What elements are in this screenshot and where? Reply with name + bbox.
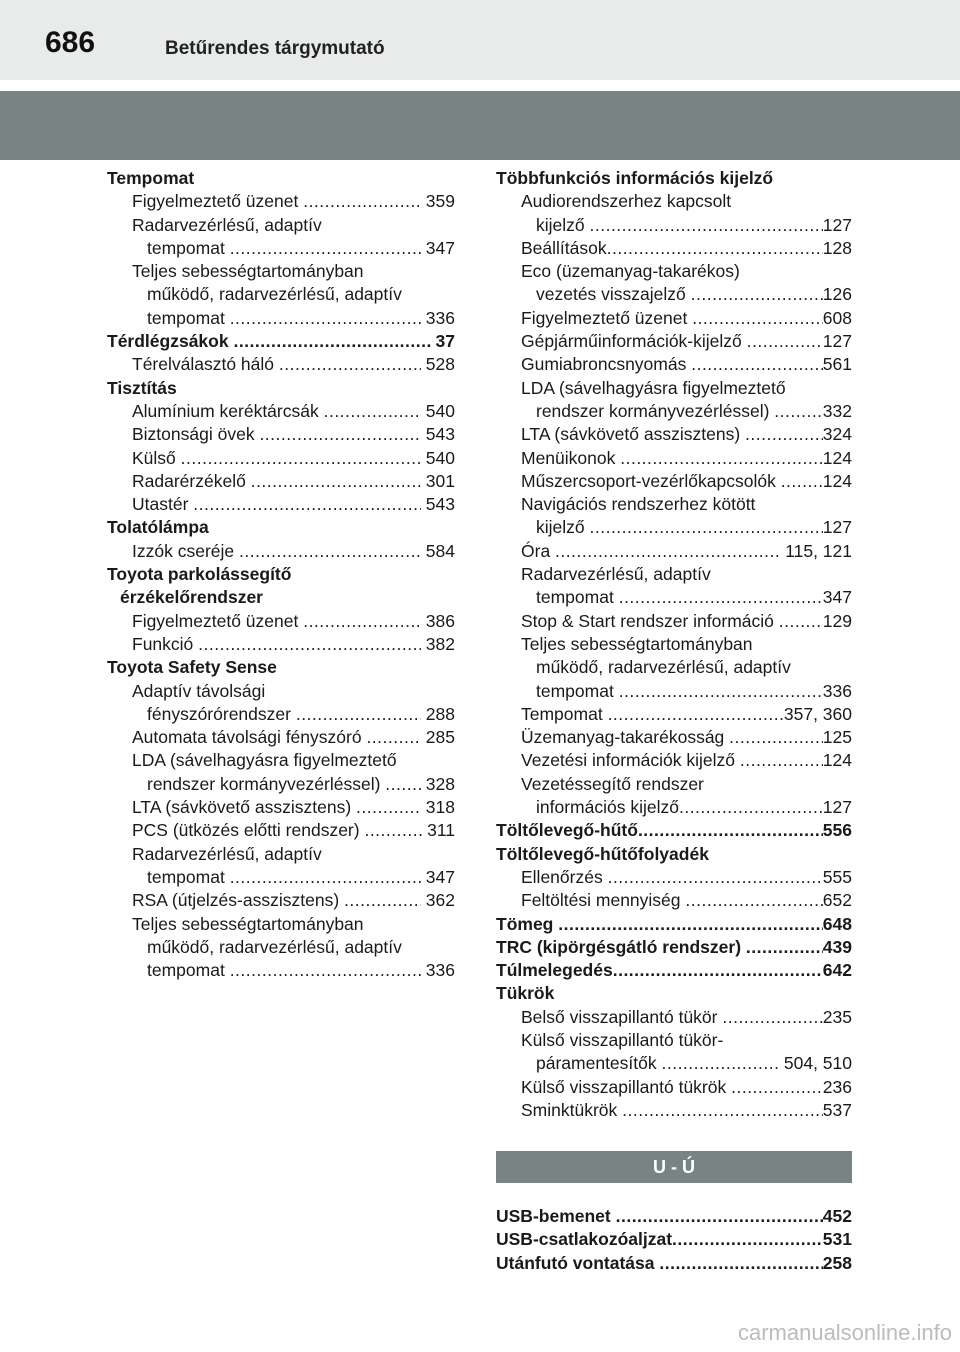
dot-leader (622, 1099, 823, 1122)
index-subentry (496, 1052, 852, 1075)
entry-label: kijelző (536, 214, 590, 235)
entry-label: Térdlégzsákok (107, 331, 234, 352)
entry-label: Ellenőrzés (521, 866, 608, 887)
index-subentry (107, 889, 455, 912)
page-reference: 382 (420, 633, 455, 654)
page-reference: 129 (822, 610, 852, 631)
index-subentry (496, 237, 852, 260)
dot-leader (692, 307, 823, 330)
dot-leader (555, 540, 780, 563)
index-subentry (107, 237, 455, 260)
dot-leader (239, 540, 421, 563)
page-reference: 336 (822, 680, 852, 701)
entry-label: Utastér (132, 494, 194, 515)
entry-label: Beállítások (521, 237, 607, 258)
index-heading: Toyota parkolássegítő (107, 564, 292, 585)
dot-leader (608, 866, 823, 889)
dot-leader (672, 1228, 823, 1251)
index-column-left (107, 167, 455, 982)
index-subentry (107, 819, 455, 842)
index-heading: Tisztítás (107, 377, 177, 398)
entry-label: tempomat (147, 960, 230, 981)
entry-label: Gumiabroncsnyomás (521, 354, 692, 375)
entry-label: tempomat (147, 866, 230, 887)
dot-leader (303, 610, 421, 633)
page-reference: 555 (822, 866, 852, 887)
index-subentry-text: Radarvezérlésű, adaptív (132, 843, 322, 864)
index-subentry-text: Adaptív távolsági (132, 680, 266, 701)
entry-label: PCS (ütközés előtti rendszer) (132, 820, 365, 841)
entry-label: Feltöltési mennyiség (521, 890, 686, 911)
page-reference: 652 (822, 890, 852, 911)
index-heading: Többfunkciós információs kijelző (496, 168, 774, 188)
index-subentry (496, 214, 852, 237)
page-reference: 125 (822, 727, 852, 748)
dot-leader (691, 353, 823, 376)
page-reference: 540 (420, 447, 455, 468)
dot-leader (558, 913, 823, 936)
index-subentry (496, 1099, 852, 1122)
page-reference: 642 (822, 960, 852, 981)
index-subentry (496, 1076, 852, 1099)
entry-label: tempomat (536, 587, 619, 608)
index-subentry (496, 866, 852, 889)
dot-leader (344, 889, 421, 912)
page-reference: 504, 510 (779, 1053, 852, 1074)
page-reference: 127 (822, 214, 852, 235)
index-subentry (496, 610, 852, 633)
page-reference: 37 (430, 331, 455, 352)
index-heading: Tempomat (107, 168, 195, 188)
entry-label: Figyelmeztető üzenet (132, 610, 304, 631)
watermark: carmanualsonline.info (737, 1320, 952, 1345)
entry-label: Figyelmeztető üzenet (521, 307, 693, 328)
entry-label: Radarérzékelő (132, 470, 251, 491)
page-reference: 318 (420, 797, 455, 818)
dot-leader (745, 423, 823, 446)
entry-label: Tömeg (496, 913, 559, 934)
page-reference: 285 (420, 727, 455, 748)
entry-label: Óra (521, 540, 556, 561)
entry-label: LTA (sávkövető asszisztens) (132, 797, 357, 818)
running-title: Betűrendes tárgymutató (165, 38, 385, 59)
page-reference: 347 (420, 866, 455, 887)
index-subentry (107, 353, 455, 376)
index-subentry (107, 773, 455, 796)
page-reference: 357, 360 (783, 703, 852, 724)
index-subentry-text: Teljes sebességtartományban (132, 261, 364, 282)
index-subentry-text: Eco (üzemanyag-takarékos) (521, 261, 740, 282)
entry-label: Menüikonok (521, 447, 621, 468)
page-number: 686 (45, 26, 96, 59)
dot-leader (230, 237, 421, 260)
page-reference: 311 (422, 820, 455, 841)
entry-label: tempomat (147, 237, 230, 258)
entry-label: USB-bemenet (496, 1206, 616, 1227)
entry-label: Tempomat (521, 703, 608, 724)
index-entry (496, 1228, 852, 1251)
dot-leader (619, 586, 823, 609)
dot-leader (638, 819, 823, 842)
page-reference: 127 (822, 797, 852, 818)
index-subentry (107, 307, 455, 330)
index-heading: érzékelőrendszer (120, 587, 263, 608)
page-reference: 127 (822, 517, 852, 538)
index-subentry-text: Navigációs rendszerhez kötött (521, 494, 756, 515)
index-subentry (496, 330, 852, 353)
dot-leader (230, 866, 421, 889)
page-reference: 127 (822, 331, 852, 352)
page-reference: 543 (420, 424, 455, 445)
page-reference: 332 (822, 400, 852, 421)
page-reference: 328 (420, 773, 455, 794)
index-subentry-text: Radarvezérlésű, adaptív (132, 214, 322, 235)
index-subentry (107, 796, 455, 819)
index-entry (496, 819, 852, 842)
index-subentry (107, 493, 455, 516)
page-reference: 124 (822, 470, 852, 491)
dot-leader (774, 400, 823, 423)
page-reference: 288 (420, 703, 455, 724)
page-reference: 537 (822, 1099, 852, 1120)
page-reference: 528 (420, 354, 455, 375)
dot-leader (679, 796, 823, 819)
entry-label: TRC (kipörgésgátló rendszer) (496, 936, 746, 957)
index-subentry-text: Teljes sebességtartományban (132, 913, 364, 934)
index-subentry (107, 703, 455, 726)
page-reference: 439 (822, 936, 852, 957)
index-subentry (496, 423, 852, 446)
entry-label: USB-csatlakozóaljzat (496, 1229, 673, 1250)
dot-leader (385, 773, 421, 796)
dot-leader (740, 749, 823, 772)
index-subentry (496, 889, 852, 912)
dot-leader (364, 819, 422, 842)
index-subentry (107, 633, 455, 656)
page-reference: 336 (420, 307, 455, 328)
entry-label: Funkció (132, 633, 199, 654)
dot-leader (230, 959, 421, 982)
page-reference: 347 (420, 237, 455, 258)
dot-leader (613, 959, 823, 982)
entry-label: Üzemanyag-takarékosság (521, 727, 730, 748)
dot-leader (356, 796, 421, 819)
dot-leader (324, 400, 421, 423)
index-subentry (496, 307, 852, 330)
page-reference: 128 (822, 237, 852, 258)
index-column-right (496, 167, 852, 1275)
index-subentry (496, 447, 852, 470)
index-subentry (496, 516, 852, 539)
dot-leader (779, 610, 823, 633)
index-subentry (496, 353, 852, 376)
page-reference: 608 (822, 307, 852, 328)
dot-leader (781, 470, 823, 493)
index-subentry (496, 470, 852, 493)
page-reference: 452 (822, 1206, 852, 1227)
entry-label: Utánfutó vontatása (496, 1252, 660, 1273)
entry-label: Alumínium keréktárcsák (132, 400, 324, 421)
section-heading: U - Ú (496, 1151, 852, 1183)
header-bar (0, 0, 960, 80)
page-reference: 236 (822, 1076, 852, 1097)
page-reference: 115, 121 (780, 540, 852, 561)
dot-leader (233, 330, 430, 353)
dot-leader (279, 353, 421, 376)
page-reference: 258 (822, 1252, 852, 1273)
page-reference: 336 (420, 960, 455, 981)
page-reference: 235 (822, 1006, 852, 1027)
entry-label: Sminktükrök (521, 1099, 623, 1120)
index-heading: Toyota Safety Sense (107, 657, 277, 678)
index-subentry (107, 423, 455, 446)
dot-leader (619, 680, 823, 703)
index-subentry-text: működő, radarvezérlésű, adaptív (147, 284, 402, 305)
entry-label: rendszer kormányvezérléssel) (147, 773, 386, 794)
page-reference: 543 (420, 494, 455, 515)
page-reference: 124 (822, 447, 852, 468)
index-entry (496, 1205, 852, 1228)
index-subentry (107, 400, 455, 423)
page-reference: 648 (822, 913, 852, 934)
index-subentry (496, 1006, 852, 1029)
index-subentry (107, 726, 455, 749)
entry-label: Biztonsági övek (132, 424, 260, 445)
index-subentry-text: LDA (sávelhagyásra figyelmeztető (521, 377, 786, 398)
entry-label: RSA (útjelzés-asszisztens) (132, 890, 345, 911)
index-subentry-text: működő, radarvezérlésű, adaptív (147, 936, 402, 957)
entry-label: Belső visszapillantó tükör (521, 1006, 723, 1027)
index-entry (496, 913, 852, 936)
dot-leader (661, 1052, 779, 1075)
entry-label: Külső visszapillantó tükrök (521, 1076, 732, 1097)
entry-label: LTA (sávkövető asszisztens) (521, 424, 746, 445)
index-subentry (496, 283, 852, 306)
dot-leader (659, 1252, 822, 1275)
index-subentry (107, 959, 455, 982)
index-heading: Tolatólámpa (107, 517, 209, 538)
dot-leader (608, 703, 784, 726)
index-subentry-text: Audiorendszerhez kapcsolt (521, 191, 732, 212)
index-subentry (107, 540, 455, 563)
index-subentry (496, 796, 852, 819)
entry-label: Gépjárműinformációk-kijelző (521, 331, 747, 352)
entry-label: Figyelmeztető üzenet (132, 191, 304, 212)
entry-label: információs kijelző (536, 797, 679, 818)
dot-leader (590, 214, 823, 237)
page-reference: 301 (420, 470, 455, 491)
dot-leader (590, 516, 823, 539)
dot-leader (747, 330, 823, 353)
dot-leader (722, 1006, 822, 1029)
index-subentry (107, 610, 455, 633)
index-subentry-text: Külső visszapillantó tükör- (521, 1029, 724, 1050)
index-heading: Tükrök (496, 983, 555, 1004)
entry-label: tempomat (147, 307, 230, 328)
dot-leader (691, 283, 823, 306)
index-subentry (496, 680, 852, 703)
entry-label: Izzók cseréje (132, 540, 239, 561)
entry-label: Térelválasztó háló (132, 354, 279, 375)
index-subentry-text: Radarvezérlésű, adaptív (521, 564, 711, 585)
page-reference: 561 (822, 354, 852, 375)
index-entry (496, 959, 852, 982)
index-subentry-text: működő, radarvezérlésű, adaptív (536, 657, 791, 678)
dot-leader (366, 726, 421, 749)
index-subentry (107, 470, 455, 493)
page-reference: 324 (822, 424, 852, 445)
page-reference: 362 (420, 890, 455, 911)
index-subentry (496, 586, 852, 609)
index-entry (496, 1252, 852, 1275)
index-subentry (496, 540, 852, 563)
entry-label: tempomat (536, 680, 619, 701)
page-reference: 584 (420, 540, 455, 561)
header-band (0, 91, 960, 160)
dot-leader (251, 470, 421, 493)
page-reference: 556 (822, 820, 852, 841)
dot-leader (181, 447, 421, 470)
index-subentry (496, 726, 852, 749)
index-heading: Töltőlevegő-hűtőfolyadék (496, 843, 709, 864)
dot-leader (685, 889, 822, 912)
dot-leader (303, 190, 421, 213)
entry-label: Vezetési információk kijelző (521, 750, 740, 771)
entry-label: Automata távolsági fényszóró (132, 727, 367, 748)
index-subentry (107, 190, 455, 213)
page-reference: 124 (822, 750, 852, 771)
dot-leader (198, 633, 421, 656)
index-subentry-text: LDA (sávelhagyásra figyelmeztető (132, 750, 397, 771)
index-subentry-text: Teljes sebességtartományban (521, 633, 753, 654)
index-subentry (496, 703, 852, 726)
entry-label: kijelző (536, 517, 590, 538)
entry-label: Műszercsoport-vezérlőkapcsolók (521, 470, 781, 491)
index-subentry (107, 866, 455, 889)
index-subentry (496, 749, 852, 772)
page-reference: 347 (822, 587, 852, 608)
index-subentry (496, 400, 852, 423)
index-subentry (107, 447, 455, 470)
page-reference: 531 (822, 1229, 852, 1250)
entry-label: rendszer kormányvezérléssel) (536, 400, 775, 421)
entry-label: Külső (132, 447, 181, 468)
dot-leader (607, 237, 823, 260)
entry-label: Túlmelegedés (496, 960, 613, 981)
entry-label: páramentesítők (536, 1053, 662, 1074)
dot-leader (230, 307, 421, 330)
dot-leader (296, 703, 421, 726)
page-reference: 359 (420, 191, 455, 212)
dot-leader (729, 726, 823, 749)
index-entry (107, 330, 455, 353)
entry-label: Töltőlevegő-hűtő (496, 820, 638, 841)
dot-leader (259, 423, 421, 446)
page-reference: 126 (822, 284, 852, 305)
dot-leader (616, 1205, 823, 1228)
index-entry (496, 936, 852, 959)
dot-leader (731, 1076, 823, 1099)
page-reference: 386 (420, 610, 455, 631)
dot-leader (746, 936, 823, 959)
page-reference: 540 (420, 400, 455, 421)
index-subentry-text: Vezetéssegítő rendszer (521, 773, 704, 794)
dot-leader (620, 447, 823, 470)
entry-label: vezetés visszajelző (536, 284, 691, 305)
dot-leader (193, 493, 421, 516)
entry-label: Stop & Start rendszer információ (521, 610, 779, 631)
entry-label: fényszórórendszer (147, 703, 296, 724)
